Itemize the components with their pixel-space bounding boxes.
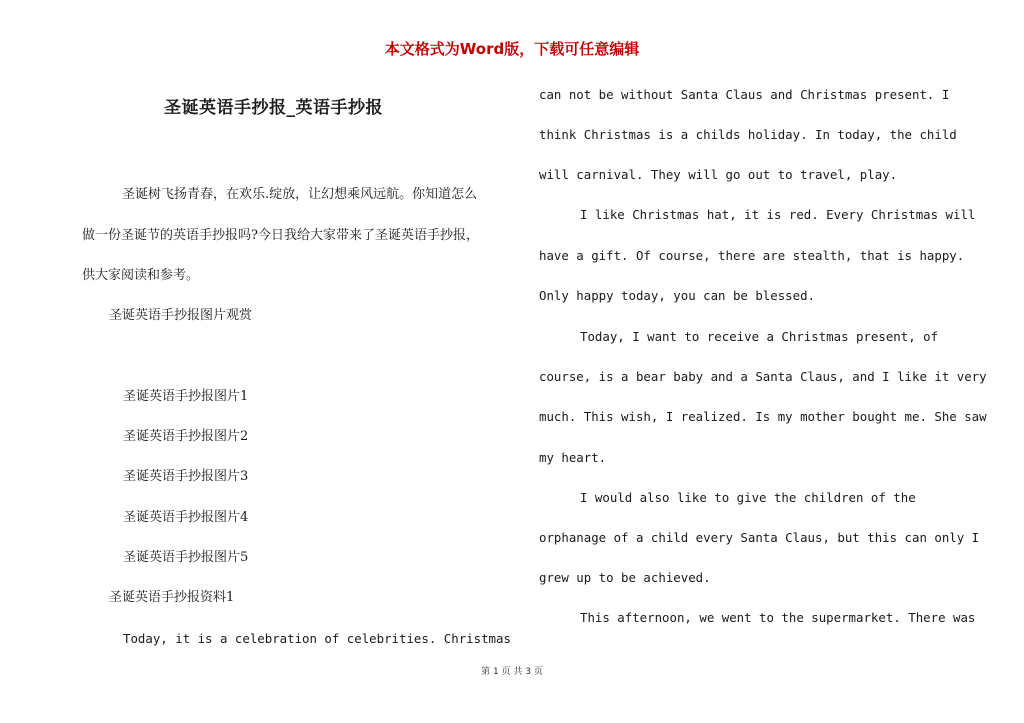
gallery-item: 圣诞英语手抄报图片5	[123, 550, 249, 565]
document-title: 圣诞英语手抄报_英语手抄报	[164, 98, 383, 118]
body-line: have a gift. Of course, there are stealth, that is happy.	[539, 248, 965, 263]
gallery-item: 圣诞英语手抄报图片4	[123, 510, 249, 525]
body-line: I like Christmas hat, it is red. Every Christmas will	[580, 207, 976, 222]
body-line: This afternoon, we went to the supermarket. There was	[580, 610, 976, 625]
gallery-heading: 圣诞英语手抄报图片观赏	[109, 308, 253, 323]
body-line: will carnival. They will go out to travel, play.	[539, 167, 898, 182]
gallery-item: 圣诞英语手抄报图片3	[123, 469, 249, 484]
header-banner: 本文格式为Word版，下载可任意编辑	[384, 40, 640, 58]
gallery-item: 圣诞英语手抄报图片2	[123, 429, 249, 444]
body-line: can not be without Santa Claus and Christmas present. I	[539, 87, 950, 102]
body-line: orphanage of a child every Santa Claus, but this can only I	[539, 530, 980, 545]
body-line: grew up to be achieved.	[539, 570, 711, 585]
gallery-item: 圣诞英语手抄报图片1	[123, 389, 249, 404]
material-heading: 圣诞英语手抄报资料1	[109, 590, 235, 605]
body-line: course, is a bear baby and a Santa Claus, and I like it very	[539, 369, 987, 384]
page-footer: 第 1 页 共 3 页	[481, 667, 543, 677]
body-line: Only happy today, you can be blessed.	[539, 288, 816, 303]
body-line: think Christmas is a childs holiday. In today, the child	[539, 127, 957, 142]
body-line: I would also like to give the children of the	[580, 490, 916, 505]
body-line: Today, I want to receive a Christmas present, of	[580, 329, 939, 344]
body-line: much. This wish, I realized. Is my mother bought me. She saw	[539, 409, 987, 424]
intro-line: 供大家阅读和参考。	[82, 268, 200, 283]
body-line: my heart.	[539, 450, 607, 465]
intro-line: 圣诞树飞扬青春，在欢乐.绽放，让幻想乘风远航。你知道怎么	[122, 187, 478, 202]
intro-line: 做一份圣诞节的英语手抄报吗?今日我给大家带来了圣诞英语手抄报，	[82, 228, 479, 243]
body-line: Today, it is a celebration of celebrities. Christmas	[123, 631, 511, 646]
